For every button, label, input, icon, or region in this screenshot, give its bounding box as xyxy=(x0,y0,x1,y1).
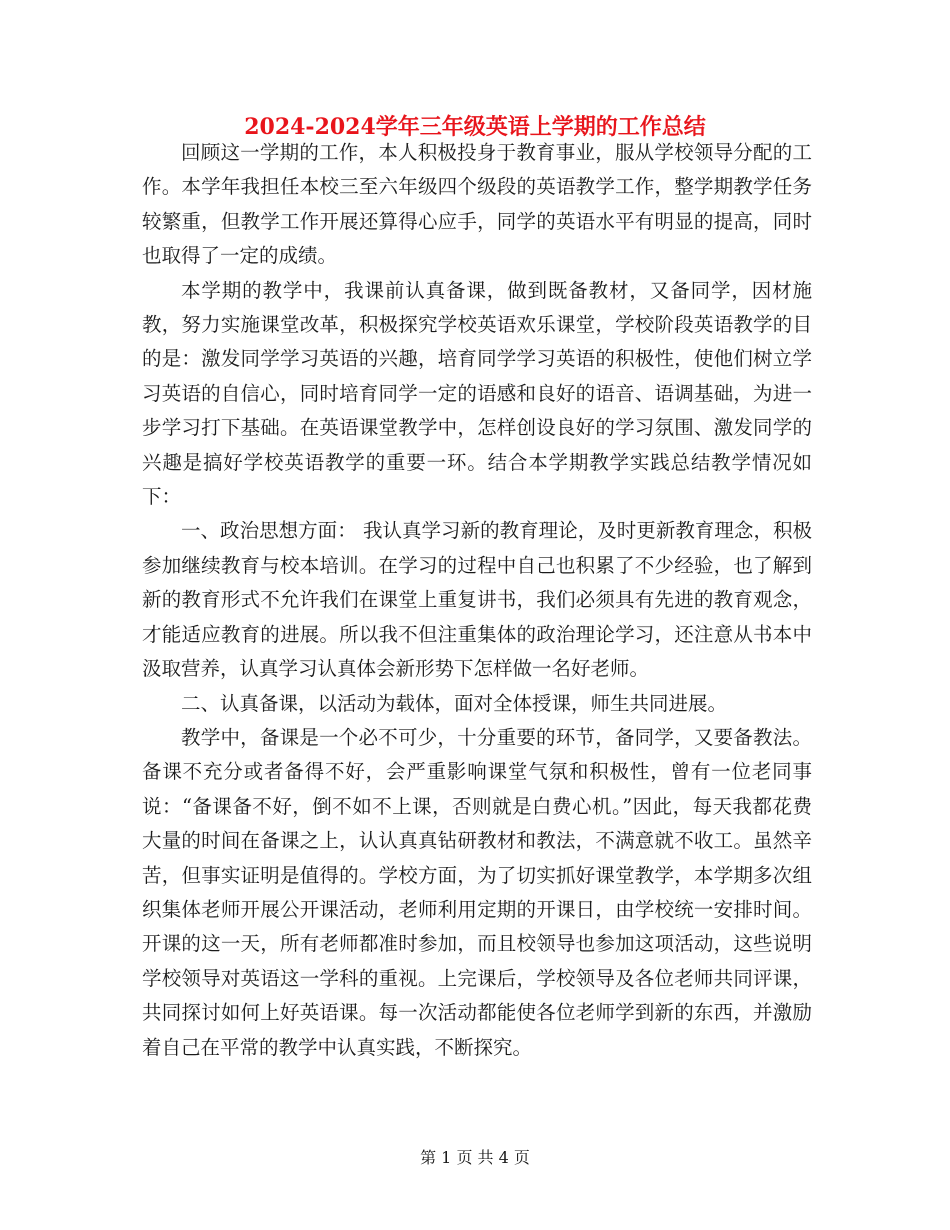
document-body xyxy=(142,136,812,1065)
document-title: 2024-2024学年三年级英语上学期的工作总结 xyxy=(244,114,706,140)
paragraph-intro: 回顾这一学期的工作，本人积极投身于教育事业，服从学校领导分配的工作。本学年我担任本校三至六年级四个级段的英语教学工作，整学期教学任务较繁重，但教学工作开展还算得心应手，同学的英语水平有明显的提高，同时也取得了一定的成绩。 xyxy=(142,141,812,268)
paragraph-lesson-prep-detail: 教学中，备课是一个必不可少，十分重要的环节，备同学，又要备教法。备课不充分或者备得不好，会严重影响课堂气氛和积极性，曾有一位老同事说：“备课备不好，倒不如不上课，否则就是白费心机。”因此，每天我都花费大量的时间在备课之上，认认真真钻研教材和教法，不满意就不收工。虽然辛苦，但事实证明是值得的。学校方面，为了切实抓好课堂教学，本学期多次组织集体老师开展公开课活动，老师利用定期的开课日，由学校统一安排时间。开课的这一天，所有老师都准时参加，而且校领导也参加这项活动，这些说明学校领导对英语这一学科的重视。上完课后，学校领导及各位老师共同评课，共同探讨如何上好英语课。每一次活动都能使各位老师学到新的东西，并激励着自己在平常的教学中认真实践，不断探究。 xyxy=(142,725,812,1059)
paragraph-teaching-overview: 本学期的教学中，我课前认真备课，做到既备教材，又备同学，因材施教，努力实施课堂改革，积极探究学校英语欢乐课堂，学校阶段英语教学的目的是：激发同学学习英语的兴趣，培育同学学习英语的积极性，使他们树立学习英语的自信心，同时培育同学一定的语感和良好的语音、语调基础，为进一步学习打下基础。在英语课堂教学中，怎样创设良好的学习氛围、激发同学的兴趣是搞好学校英语教学的重要一环。结合本学期教学实践总结教学情况如下： xyxy=(142,278,812,509)
paragraph-lesson-prep-heading: 二、认真备课，以活动为载体，面对全体授课，师生共同进展。 xyxy=(181,691,728,715)
page-number-footer: 第 1 页 共 4 页 xyxy=(420,1148,530,1167)
paragraph-political-thought: 一、政治思想方面： 我认真学习新的教育理论，及时更新教育理念，积极参加继续教育与校本培训。在学习的过程中自己也积累了不少经验，也了解到新的教育形式不允许我们在课堂上重复讲书，我们必须具有先进的教育观念，才能适应教育的进展。所以我不但注重集体的政治理论学习，还注意从书本中汲取营养，认真学习认真体会新形势下怎样做一名好老师。 xyxy=(142,519,812,681)
